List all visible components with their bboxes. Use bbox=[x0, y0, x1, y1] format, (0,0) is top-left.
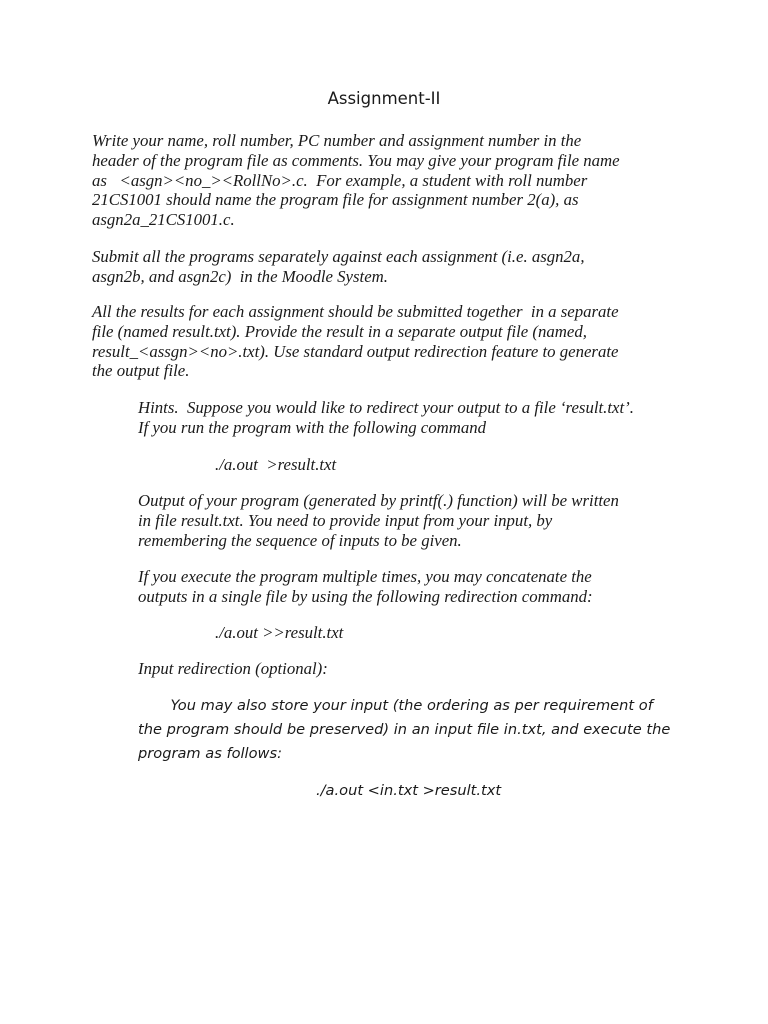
document-title: Assignment-II bbox=[327, 89, 441, 108]
text-line: asgn2a_21CS1001.c. bbox=[92, 210, 235, 230]
text-line: outputs in a single file by using the following redirection command: bbox=[138, 586, 593, 606]
text-line: result_<assgn><no>.txt). Use standard output redirection feature to generate bbox=[92, 341, 619, 361]
output-paragraph bbox=[138, 491, 718, 550]
instructions-paragraph bbox=[92, 131, 692, 230]
command-append-output: ./a.out >>result.txt bbox=[215, 623, 344, 642]
text-line: the output file. bbox=[92, 361, 190, 381]
text-line: the program should be preserved) in an input file in.txt, and execute the bbox=[138, 721, 671, 738]
input-redirection-heading bbox=[138, 659, 718, 679]
text-line: header of the program file as comments. You may give your program file name bbox=[92, 150, 620, 170]
text-line: You may also store your input (the ordering as per requirement of bbox=[138, 697, 653, 714]
command-redirect-output: ./a.out >result.txt bbox=[215, 455, 337, 474]
text-line: Hints. Suppose you would like to redirect your output to a file ‘result.txt’. bbox=[138, 398, 634, 417]
text-line: 21CS1001 should name the program file for assignment number 2(a), as bbox=[92, 190, 579, 210]
hints-paragraph bbox=[138, 398, 718, 438]
text-line: as <asgn><no_><RollNo>.c. For example, a student with roll number bbox=[92, 170, 588, 190]
text-line: program as follows: bbox=[138, 745, 282, 762]
text-line: All the results for each assignment should be submitted together in a separate bbox=[92, 302, 619, 321]
text-line: remembering the sequence of inputs to be given. bbox=[138, 530, 462, 550]
text-line: If you execute the program multiple times, you may concatenate the bbox=[138, 567, 592, 586]
text-line: file (named result.txt). Provide the result in a separate output file (named, bbox=[92, 321, 587, 341]
command-input-redirect: ./a.out <in.txt >result.txt bbox=[316, 782, 502, 799]
results-paragraph bbox=[92, 302, 692, 381]
text-line: Input redirection (optional): bbox=[138, 659, 328, 678]
text-line: in file result.txt. You need to provide input from your input, by bbox=[138, 510, 553, 530]
concatenate-paragraph bbox=[138, 567, 718, 607]
text-line: If you run the program with the following command bbox=[138, 417, 487, 437]
input-redirection-paragraph bbox=[138, 694, 718, 766]
text-line: Submit all the programs separately against each assignment (i.e. asgn2a, bbox=[92, 247, 585, 266]
text-line: asgn2b, and asgn2c) in the Moodle System. bbox=[92, 266, 388, 286]
submission-paragraph bbox=[92, 247, 692, 287]
text-line: Output of your program (generated by printf(.) function) will be written bbox=[138, 491, 619, 510]
text-line: Write your name, roll number, PC number and assignment number in the bbox=[92, 131, 582, 150]
